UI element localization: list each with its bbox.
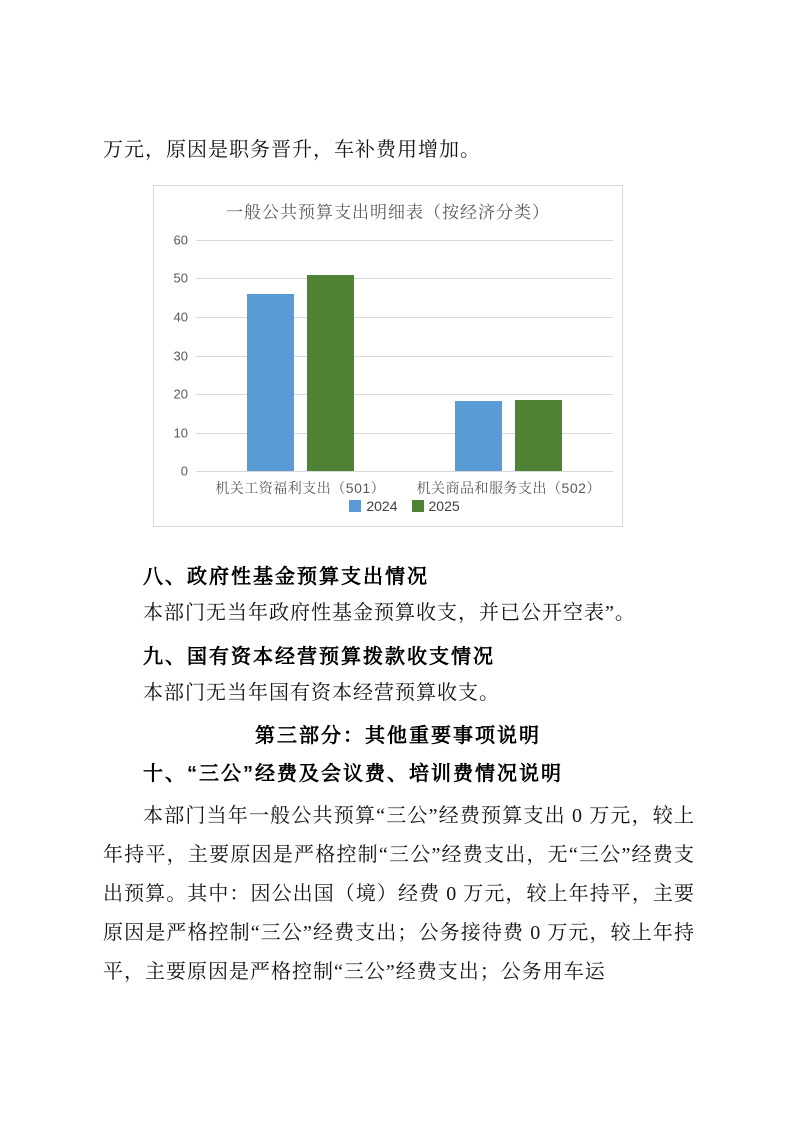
- section-8-body: 本部门无当年政府性基金预算收支，并已公开空表”。: [143, 602, 636, 624]
- legend-item-2025: [412, 498, 460, 514]
- y-tick-label-40: 40: [173, 309, 188, 325]
- bar-2025-category-2: [515, 400, 562, 471]
- y-tick-label-30: 30: [173, 348, 188, 363]
- legend-label-2024: 2024: [366, 498, 398, 514]
- y-tick-label-60: 60: [173, 232, 188, 248]
- chart-legend: [196, 498, 613, 514]
- y-tick-label-10: 10: [173, 425, 188, 440]
- bar-group-2: [405, 240, 614, 471]
- section-10-body: 本部门当年一般公共预算“三公”经费预算支出 0 万元，较上年持平，主要原因是严格控制“三公”经费支出，无“三公”经费支出预算。其中：因公出国（境）经费 0 万元，较上年持平，主要原因是严格控制“三公”经费支出；公务接待费 0 万元，较上年持平，主要原因是严格控制“三公”经费支出；公务用车运: [103, 805, 695, 983]
- section-8-heading: 八、政府性基金预算支出情况: [143, 566, 429, 588]
- legend-label-2025: 2025: [428, 498, 460, 514]
- section-10-heading: 十、“三公”经费及会议费、培训费情况说明: [143, 763, 563, 785]
- section-9-body: 本部门无当年国有资本经营预算收支。: [143, 682, 500, 704]
- bar-groups: [196, 240, 613, 471]
- bar-2024-category-1: [247, 294, 294, 471]
- legend-item-2024: [349, 498, 397, 514]
- bar-2024-category-2: [455, 401, 502, 471]
- expenditure-bar-chart: [153, 185, 623, 527]
- category-label-1: 机关工资福利支出（501）: [215, 480, 386, 496]
- section-9-heading: 九、国有资本经营预算拨款收支情况: [143, 646, 495, 668]
- y-tick-label-50: 50: [173, 270, 188, 286]
- bar-group-1: [196, 240, 405, 471]
- category-label-2: 机关商品和服务支出（502）: [416, 480, 601, 496]
- part-3-heading: 第三部分：其他重要事项说明: [255, 725, 541, 747]
- chart-title: 一般公共预算支出明细表（按经济分类）: [226, 203, 550, 222]
- chart-plot-area: [173, 232, 613, 479]
- y-tick-label-0: 0: [180, 463, 188, 479]
- legend-swatch-2025: [412, 500, 424, 512]
- intro-line: 万元，原因是职务晋升，车补费用增加。: [103, 139, 481, 161]
- y-tick-label-20: 20: [173, 386, 188, 402]
- chart-category-axis: [196, 478, 613, 498]
- bar-2025-category-1: [307, 275, 354, 471]
- legend-swatch-2024: [349, 500, 361, 512]
- gridline-0: [180, 463, 613, 479]
